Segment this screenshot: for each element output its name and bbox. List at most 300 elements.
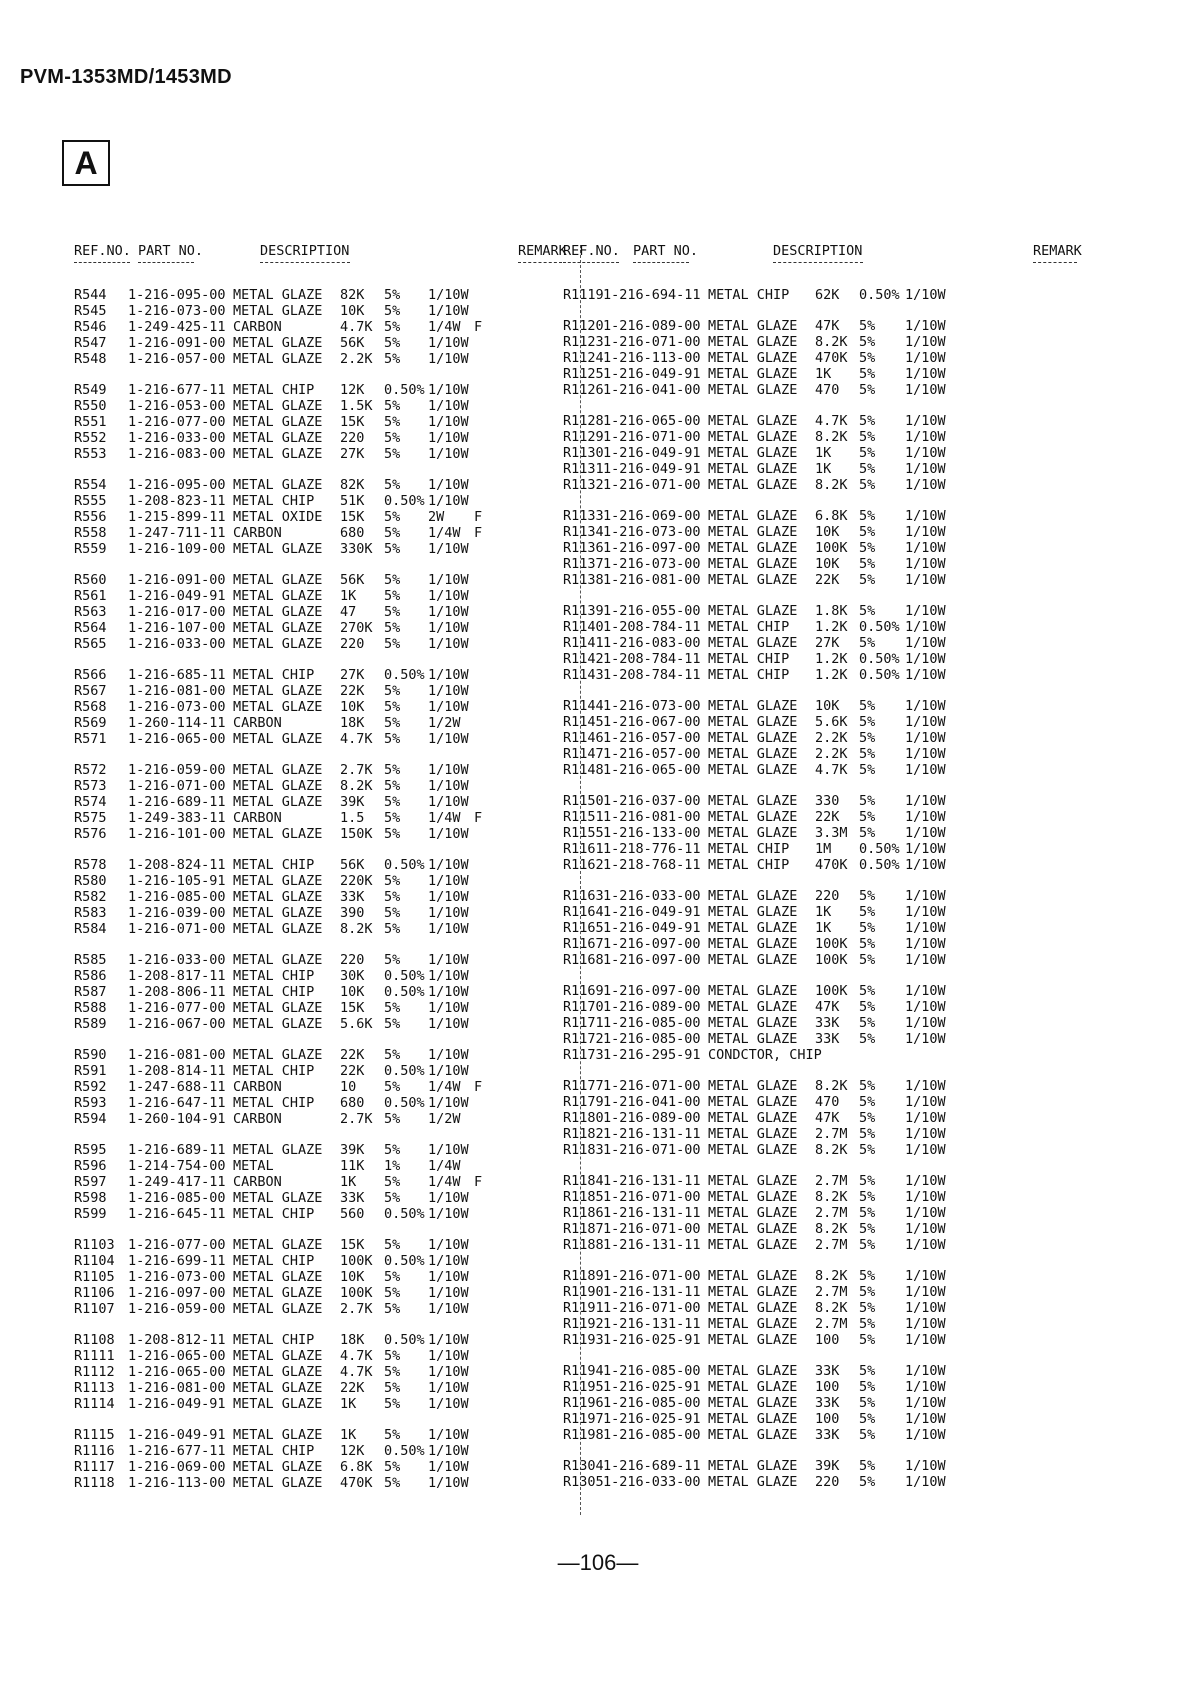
ref-no: R571 [74, 731, 107, 747]
ref-no: R551 [74, 414, 107, 430]
wattage: 1/10W [905, 318, 946, 334]
part-no: 1-216-647-11 [128, 1095, 226, 1111]
wattage: 1/10W [428, 778, 469, 794]
remark: F [474, 1174, 483, 1190]
part-row [74, 715, 568, 731]
tolerance: 0.50% [384, 382, 425, 398]
part-no: 1-216-049-91 [603, 445, 701, 461]
part-no: 1-216-073-00 [128, 303, 226, 319]
part-no: 1-216-049-91 [128, 588, 226, 604]
ref-no: R1130 [563, 445, 604, 461]
description: METAL GLAZE [708, 334, 798, 350]
part-no: 1-216-071-00 [603, 1142, 701, 1158]
part-group [563, 287, 1083, 303]
description: METAL CHIP [233, 1443, 315, 1459]
tolerance: 5% [859, 1363, 876, 1379]
value: 470K [815, 857, 848, 873]
wattage: 1/10W [428, 1016, 469, 1032]
ref-no: R549 [74, 382, 107, 398]
tolerance: 5% [384, 398, 401, 414]
part-row [563, 1268, 1083, 1284]
description: METAL GLAZE [708, 1078, 798, 1094]
value: 270K [340, 620, 373, 636]
tolerance: 5% [384, 952, 401, 968]
tolerance: 5% [859, 477, 876, 493]
part-row [563, 667, 1083, 683]
ref-no: R1125 [563, 366, 604, 382]
ref-no: R574 [74, 794, 107, 810]
ref-no: R561 [74, 588, 107, 604]
part-no: 1-216-085-00 [603, 1015, 701, 1031]
ref-no: R566 [74, 667, 107, 683]
description: METAL GLAZE [708, 366, 798, 382]
part-row [74, 319, 568, 335]
ref-no: R586 [74, 968, 107, 984]
value: 33K [815, 1395, 840, 1411]
wattage: 1/10W [428, 1427, 469, 1443]
part-no: 1-208-824-11 [128, 857, 226, 873]
description: METAL GLAZE [708, 1268, 798, 1284]
wattage: 1/10W [428, 921, 469, 937]
ref-no: R1111 [74, 1348, 115, 1364]
description: METAL CHIP [708, 841, 790, 857]
part-no: 1-216-041-00 [603, 382, 701, 398]
wattage: 1/10W [428, 604, 469, 620]
wattage: 1/10W [905, 1316, 946, 1332]
part-no: 1-216-097-00 [128, 1285, 226, 1301]
part-no: 1-216-071-00 [603, 429, 701, 445]
ref-no: R1179 [563, 1094, 604, 1110]
description: METAL GLAZE [708, 461, 798, 477]
ref-no: R1128 [563, 413, 604, 429]
value: 1.2K [815, 651, 848, 667]
ref-no: R560 [74, 572, 107, 588]
tolerance: 5% [384, 1427, 401, 1443]
wattage: 1/10W [905, 1142, 946, 1158]
value: 100K [340, 1285, 373, 1301]
part-row [563, 762, 1083, 778]
ref-no: R1106 [74, 1285, 115, 1301]
wattage: 1/10W [428, 636, 469, 652]
part-row [563, 825, 1083, 841]
value: 220 [340, 952, 365, 968]
section-label: A [62, 140, 110, 186]
tolerance: 5% [384, 1016, 401, 1032]
description: METAL CHIP [708, 287, 790, 303]
part-row [563, 1094, 1083, 1110]
part-group [74, 1332, 568, 1412]
ref-no: R592 [74, 1079, 107, 1095]
part-no: 1-208-817-11 [128, 968, 226, 984]
ref-no: R1167 [563, 936, 604, 952]
part-no: 1-216-689-11 [128, 794, 226, 810]
wattage: 1/10W [428, 683, 469, 699]
part-no: 1-216-083-00 [603, 635, 701, 651]
ref-no: R578 [74, 857, 107, 873]
part-no: 1-216-033-00 [128, 430, 226, 446]
wattage: 1/10W [905, 936, 946, 952]
header-ref-no: REF.NO. [74, 243, 131, 259]
tolerance: 5% [859, 920, 876, 936]
ref-no: R567 [74, 683, 107, 699]
value: 1K [340, 1396, 357, 1412]
part-row [563, 287, 1083, 303]
description: METAL GLAZE [708, 1142, 798, 1158]
part-no: 1-216-131-11 [603, 1316, 701, 1332]
description: METAL CHIP [233, 857, 315, 873]
wattage: 1/10W [428, 1206, 469, 1222]
ref-no: R1146 [563, 730, 604, 746]
part-row [563, 936, 1083, 952]
part-no: 1-216-091-00 [128, 572, 226, 588]
column-header [563, 243, 1083, 271]
part-no: 1-216-081-00 [603, 809, 701, 825]
tolerance: 5% [859, 556, 876, 572]
remark: F [474, 810, 483, 826]
tolerance: 0.50% [859, 667, 900, 683]
header-description: DESCRIPTION [773, 243, 863, 259]
part-row [74, 477, 568, 493]
header-remark: REMARK [1033, 243, 1082, 259]
wattage: 1/10W [905, 1094, 946, 1110]
ref-no: R1197 [563, 1411, 604, 1427]
part-no: 1-216-065-00 [603, 762, 701, 778]
tolerance: 5% [384, 889, 401, 905]
wattage: 1/10W [428, 493, 469, 509]
description: METAL GLAZE [708, 825, 798, 841]
value: 1K [815, 904, 832, 920]
part-no: 1-216-071-00 [603, 1189, 701, 1205]
part-row [563, 635, 1083, 651]
value: 10K [340, 303, 365, 319]
description: METAL GLAZE [708, 952, 798, 968]
wattage: 1/10W [905, 793, 946, 809]
part-row [563, 1237, 1083, 1253]
wattage: 1/10W [905, 508, 946, 524]
wattage: 1/10W [428, 1190, 469, 1206]
part-group [74, 1237, 568, 1317]
part-row [563, 651, 1083, 667]
value: 1.5K [340, 398, 373, 414]
ref-no: R584 [74, 921, 107, 937]
ref-no: R544 [74, 287, 107, 303]
wattage: 1/4W [428, 810, 461, 826]
description: METAL GLAZE [708, 714, 798, 730]
tolerance: 5% [384, 1459, 401, 1475]
description: METAL GLAZE [708, 572, 798, 588]
description: METAL GLAZE [708, 429, 798, 445]
tolerance: 5% [384, 509, 401, 525]
wattage: 1/10W [905, 572, 946, 588]
tolerance: 5% [384, 683, 401, 699]
tolerance: 5% [859, 904, 876, 920]
remark: F [474, 319, 483, 335]
part-row [563, 1316, 1083, 1332]
tolerance: 0.50% [384, 1253, 425, 1269]
description: CARBON [233, 810, 282, 826]
wattage: 1/10W [905, 334, 946, 350]
description: METAL GLAZE [233, 351, 323, 367]
wattage: 1/10W [905, 1427, 946, 1443]
part-no: 1-216-089-00 [603, 318, 701, 334]
value: 27K [340, 446, 365, 462]
ref-no: R593 [74, 1095, 107, 1111]
description: METAL GLAZE [708, 540, 798, 556]
part-no: 1-216-067-00 [128, 1016, 226, 1032]
value: 47 [340, 604, 357, 620]
part-no: 1-216-081-00 [128, 683, 226, 699]
wattage: 1/4W [428, 1174, 461, 1190]
wattage: 1/10W [905, 287, 946, 303]
part-row [74, 1158, 568, 1174]
ref-no: R1126 [563, 382, 604, 398]
value: 2.7M [815, 1173, 848, 1189]
part-no: 1-260-114-11 [128, 715, 226, 731]
ref-no: R554 [74, 477, 107, 493]
tolerance: 5% [384, 1285, 401, 1301]
tolerance: 5% [859, 1126, 876, 1142]
part-row [563, 1284, 1083, 1300]
value: 8.2K [815, 1300, 848, 1316]
ref-no: R563 [74, 604, 107, 620]
tolerance: 5% [384, 762, 401, 778]
description: METAL GLAZE [233, 1190, 323, 1206]
wattage: 1/10W [428, 1348, 469, 1364]
part-row [563, 1189, 1083, 1205]
wattage: 1/10W [905, 904, 946, 920]
value: 470K [815, 350, 848, 366]
value: 100K [340, 1253, 373, 1269]
wattage: 1/10W [428, 382, 469, 398]
ref-no: R598 [74, 1190, 107, 1206]
ref-no: R1137 [563, 556, 604, 572]
description: METAL GLAZE [708, 1427, 798, 1443]
ref-no: R1147 [563, 746, 604, 762]
ref-no: R1142 [563, 651, 604, 667]
ref-no: R569 [74, 715, 107, 731]
ref-no: R1145 [563, 714, 604, 730]
part-row [74, 699, 568, 715]
tolerance: 5% [859, 762, 876, 778]
part-row [563, 1173, 1083, 1189]
part-no: 1-216-065-00 [603, 413, 701, 429]
tolerance: 5% [384, 303, 401, 319]
part-row [74, 762, 568, 778]
ref-no: R1198 [563, 1427, 604, 1443]
tolerance: 5% [384, 620, 401, 636]
description: METAL GLAZE [233, 287, 323, 303]
value: 4.7K [815, 413, 848, 429]
value: 4.7K [815, 762, 848, 778]
part-group [74, 1047, 568, 1127]
ref-no: R1173 [563, 1047, 604, 1063]
wattage: 1/10W [905, 1363, 946, 1379]
part-row [74, 1380, 568, 1396]
description: METAL GLAZE [708, 1411, 798, 1427]
description: METAL GLAZE [708, 999, 798, 1015]
part-no: 1-216-073-00 [603, 698, 701, 714]
tolerance: 5% [859, 1031, 876, 1047]
part-no: 1-216-025-91 [603, 1411, 701, 1427]
part-row [74, 493, 568, 509]
ref-no: R1131 [563, 461, 604, 477]
ref-no: R564 [74, 620, 107, 636]
ref-no: R588 [74, 1000, 107, 1016]
tolerance: 5% [859, 366, 876, 382]
ref-no: R580 [74, 873, 107, 889]
ref-no: R599 [74, 1206, 107, 1222]
tolerance: 0.50% [859, 857, 900, 873]
ref-no: R1116 [74, 1443, 115, 1459]
part-no: 1-216-089-00 [603, 999, 701, 1015]
tolerance: 5% [859, 1284, 876, 1300]
part-no: 1-216-065-00 [128, 731, 226, 747]
description: METAL GLAZE [233, 398, 323, 414]
value: 1M [815, 841, 832, 857]
description: METAL GLAZE [708, 793, 798, 809]
part-no: 1-216-081-00 [128, 1047, 226, 1063]
value: 22K [340, 1047, 365, 1063]
part-row [74, 287, 568, 303]
tolerance: 5% [859, 508, 876, 524]
description: METAL GLAZE [708, 350, 798, 366]
tolerance: 5% [859, 936, 876, 952]
wattage: 1/10W [428, 873, 469, 889]
description: METAL CHIP [233, 1063, 315, 1079]
part-no: 1-218-768-11 [603, 857, 701, 873]
value: 10K [340, 699, 365, 715]
part-group [563, 698, 1083, 778]
tolerance: 5% [384, 731, 401, 747]
part-row [74, 1000, 568, 1016]
tolerance: 5% [384, 287, 401, 303]
description: METAL GLAZE [708, 556, 798, 572]
part-row [563, 1411, 1083, 1427]
part-group [563, 1363, 1083, 1443]
description: CARBON [233, 715, 282, 731]
tolerance: 0.50% [384, 667, 425, 683]
description: METAL GLAZE [708, 1332, 798, 1348]
part-no: 1-249-417-11 [128, 1174, 226, 1190]
ref-no: R545 [74, 303, 107, 319]
value: 1K [340, 1427, 357, 1443]
wattage: 1/10W [428, 1364, 469, 1380]
ref-no: R1134 [563, 524, 604, 540]
part-row [563, 746, 1083, 762]
description: METAL GLAZE [708, 524, 798, 540]
value: 1.5 [340, 810, 365, 826]
ref-no: R582 [74, 889, 107, 905]
tolerance: 5% [384, 588, 401, 604]
value: 33K [340, 1190, 365, 1206]
description: METAL GLAZE [708, 920, 798, 936]
wattage: 1/4W [428, 1158, 461, 1174]
tolerance: 0.50% [859, 619, 900, 635]
tolerance: 5% [384, 921, 401, 937]
tolerance: 0.50% [859, 841, 900, 857]
ref-no: R1132 [563, 477, 604, 493]
part-row [74, 683, 568, 699]
value: 30K [340, 968, 365, 984]
part-row [74, 572, 568, 588]
value: 1.2K [815, 667, 848, 683]
description: METAL GLAZE [233, 588, 323, 604]
tolerance: 5% [384, 1301, 401, 1317]
ref-no: R1123 [563, 334, 604, 350]
tolerance: 5% [859, 1427, 876, 1443]
tolerance: 5% [859, 698, 876, 714]
value: 8.2K [815, 1189, 848, 1205]
part-no: 1-216-085-00 [603, 1363, 701, 1379]
tolerance: 5% [859, 318, 876, 334]
description: METAL GLAZE [708, 1205, 798, 1221]
model-title: PVM-1353MD/1453MD [20, 66, 232, 88]
wattage: 1/10W [428, 857, 469, 873]
value: 10K [815, 524, 840, 540]
part-row [74, 667, 568, 683]
tolerance: 5% [859, 445, 876, 461]
part-group [74, 952, 568, 1032]
value: 2.7K [340, 1301, 373, 1317]
description: METAL GLAZE [233, 1380, 323, 1396]
wattage: 1/10W [905, 619, 946, 635]
part-no: 1-247-688-11 [128, 1079, 226, 1095]
wattage: 1/4W [428, 319, 461, 335]
part-row [74, 1095, 568, 1111]
value: 15K [340, 1000, 365, 1016]
header-part-no: PART NO. [633, 243, 699, 259]
part-row [74, 636, 568, 652]
wattage: 1/10W [905, 698, 946, 714]
part-row [563, 540, 1083, 556]
wattage: 1/10W [428, 889, 469, 905]
wattage: 1/10W [905, 952, 946, 968]
description: METAL CHIP [233, 968, 315, 984]
part-row [74, 1206, 568, 1222]
tolerance: 5% [384, 1364, 401, 1380]
part-row [74, 1348, 568, 1364]
description: METAL GLAZE [233, 1142, 323, 1158]
part-group [74, 1142, 568, 1222]
part-no: 1-216-053-00 [128, 398, 226, 414]
part-row [74, 873, 568, 889]
description: METAL CHIP [233, 1253, 315, 1269]
tolerance: 0.50% [384, 968, 425, 984]
tolerance: 5% [859, 461, 876, 477]
ref-no: R1112 [74, 1364, 115, 1380]
wattage: 1/10W [428, 1142, 469, 1158]
part-row [563, 1126, 1083, 1142]
part-row [563, 1015, 1083, 1031]
part-group [74, 857, 568, 937]
part-row [74, 1047, 568, 1063]
value: 4.7K [340, 319, 373, 335]
part-row [74, 921, 568, 937]
part-no: 1-216-295-91 [603, 1047, 701, 1063]
part-row [563, 603, 1083, 619]
part-no: 1-208-784-11 [603, 667, 701, 683]
wattage: 1/10W [428, 667, 469, 683]
part-no: 1-216-085-00 [603, 1427, 701, 1443]
description: METAL GLAZE [233, 541, 323, 557]
part-row [563, 461, 1083, 477]
value: 33K [815, 1427, 840, 1443]
remark: F [474, 1079, 483, 1095]
value: 10K [340, 1269, 365, 1285]
part-group [74, 762, 568, 842]
wattage: 1/10W [428, 1253, 469, 1269]
description: METAL GLAZE [233, 1459, 323, 1475]
